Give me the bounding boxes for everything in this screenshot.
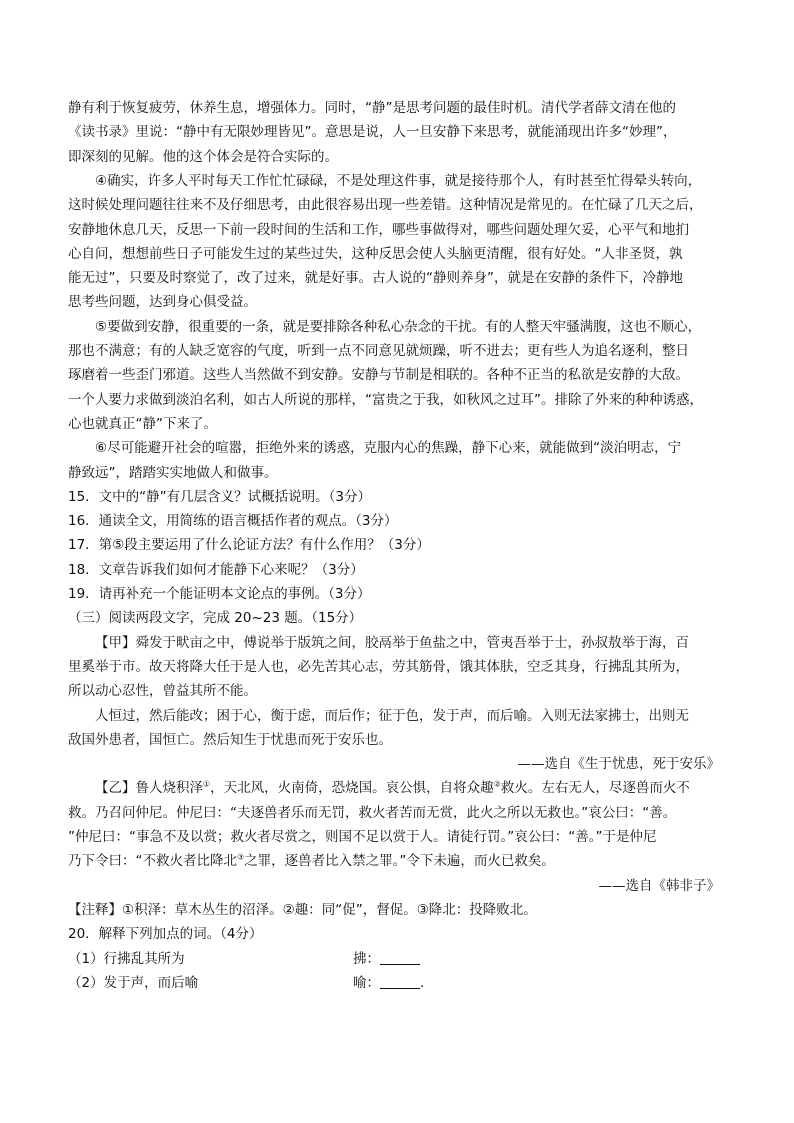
text-span: ，天北风，火南倚，恐烧国。哀公惧，自将众趣 (210, 780, 494, 797)
paragraph-line: 心也就真正“静”下来了。 (68, 415, 217, 432)
classical-text-line: 里奚举于市。故天将降大任于是人也，必先苦其心志，劳其筋骨，饿其体肤，空乏其身，行拂乱其所为， (68, 658, 689, 675)
paragraph-line: 一个人要力求做到淡泊名利，如古人所说的那样，“富贵之于我，如秋风之过耳”。排除了外来的种种诱惑， (68, 391, 703, 408)
paragraph-line: 这时候处理问题往往来不及仔细思考，由此很容易出现一些差错。这种情况是常见的。在忙碌了几天之后， (68, 197, 703, 214)
paragraph-line: 静致远”，踏踏实实地做人和做事。 (68, 464, 278, 481)
paragraph-line: 思考些问题，达到身心俱受益。 (68, 294, 257, 311)
source-citation: ——选自《生于忧患，死于安乐》 (517, 756, 720, 773)
text-span: 【乙】鲁人烧积泽 (95, 780, 203, 797)
classical-text-line: 救。乃召问仲尼。仲尼曰：“夫逐兽者乐而无罚，救火者苦而无赏，此火之所以无救也。”哀公曰：“善。 (68, 804, 677, 821)
question-line: 18．文章告诉我们如何才能静下心来呢？（3分） (68, 561, 364, 578)
footnote-marker: ① (203, 779, 211, 789)
text-span: 拂： (353, 950, 380, 967)
classical-text-line (95, 776, 690, 800)
paragraph-line: 心自问，想想前些日子可能发生过的某些过失，这种反思会使人头脑更清醒，很有好处。“人非圣贤，孰 (68, 245, 683, 262)
footnote-marker: ② (493, 779, 501, 789)
paragraph-line: ④确实，许多人平时每天工作忙忙碌碌，不是处理这件事，就是接待那个人，有时甚至忙得晕头转向， (95, 172, 702, 189)
source-citation: ——选自《韩非子》 (598, 877, 720, 894)
paragraph-line: 琢磨着一些歪门邪道。这些人当然做不到安静。安静与节制是相联的。各种不正当的私欲是安静的大敌。 (68, 367, 689, 384)
text-span: 救火。左右无人，尽逐兽而火不 (500, 780, 690, 797)
question-line: 15．文中的“静”有几层含义？试概括说明。（3分） (68, 488, 372, 505)
answer-blank-group (353, 947, 420, 971)
question-item (68, 971, 425, 995)
text-span: 乃下令曰：“不救火者比降北 (68, 853, 237, 870)
answer-blank[interactable] (380, 950, 420, 965)
classical-text-line (68, 849, 555, 873)
text-span: （1）行拂乱其所为 (68, 950, 185, 967)
question-line: 19．请再补充一个能证明本文论点的事例。（3分） (68, 586, 371, 602)
paragraph-line: ⑥尽可能避开社会的喧嚣，拒绝外来的诱惑，克服内心的焦躁，静下心来，就能做到“淡泊明志，宁 (95, 440, 682, 457)
classical-text-line: 所以动心忍性，曾益其所不能。 (68, 683, 257, 700)
text-span: . (420, 974, 425, 991)
question-line: 17．第⑤段主要运用了什么论证方法？有什么作用？（3分） (68, 537, 430, 554)
paragraph-line: 《读书录》里说：“静中有无限妙理皆见”。意思是说，人一旦安静下来思考，就能涌现出许多“妙理”， (68, 124, 677, 141)
classical-text-line: ”仲尼曰：“事急不及以赏；救火者尽赏之，则国不足以赏于人。请徒行罚。”哀公曰：“善。”于是仲尼 (68, 829, 657, 845)
question-item (68, 947, 380, 971)
answer-blank-group (353, 971, 424, 995)
question-line: 16．通读全文，用简练的语言概括作者的观点。（3分） (68, 513, 398, 530)
text-span: 之罪，逐兽者比入禁之罪。”令下未遍，而火已救矣。 (244, 853, 555, 870)
paragraph-line: 安静地休息几天，反思一下前一段时间的生活和工作，哪些事做得对，哪些问题处理欠妥，心平气和地扪 (68, 221, 689, 238)
paragraph-line: 静有利于恢复疲劳，休养生息，增强体力。同时，“静”是思考问题的最佳时机。清代学者薛文清在他的 (68, 100, 676, 116)
classical-text-line: 敌国外患者，国恒亡。然后知生于忧患而死于安乐也。 (68, 731, 392, 748)
paragraph-line: ⑤要做到安静，很重要的一条，就是要排除各种私心杂念的干扰。有的人整天牢骚满腹，这也不顺心， (95, 318, 702, 335)
notes-line: 【注释】①积泽：草木丛生的沼泽。②趣：同“促”，督促。③降北：投降败北。 (68, 901, 537, 918)
classical-text-line: 【甲】舜发于畎亩之中，傅说举于版筑之间，胶鬲举于鱼盐之中，管夷吾举于士，孙叔敖举于海，百 (95, 634, 689, 651)
paragraph-line: 那也不满意；有的人缺乏宽容的气度，听到一点不同意见就烦躁，听不进去；更有些人为追名逐利，整日 (68, 343, 689, 359)
text-span: （2）发于声，而后喻 (68, 974, 199, 991)
text-span: 喻： (353, 974, 380, 991)
answer-blank[interactable] (380, 974, 420, 989)
question-line: 20．解释下列加点的词。（4分） (68, 926, 263, 943)
classical-text-line: 人恒过，然后能改；困于心，衡于虑，而后作；征于色，发于声，而后喻。入则无法家拂士，出则无 (95, 707, 689, 724)
paragraph-line: 即深刻的见解。他的这个体会是符合实际的。 (68, 148, 338, 165)
paragraph-line: 能无过”，只要及时察觉了，改了过来，就是好事。古人说的“静则养身”，就是在安静的条件下，冷静地 (68, 270, 683, 287)
footnote-marker: ③ (237, 852, 245, 862)
section-heading: （三）阅读两段文字，完成 20~23 题。（15分） (68, 610, 363, 627)
